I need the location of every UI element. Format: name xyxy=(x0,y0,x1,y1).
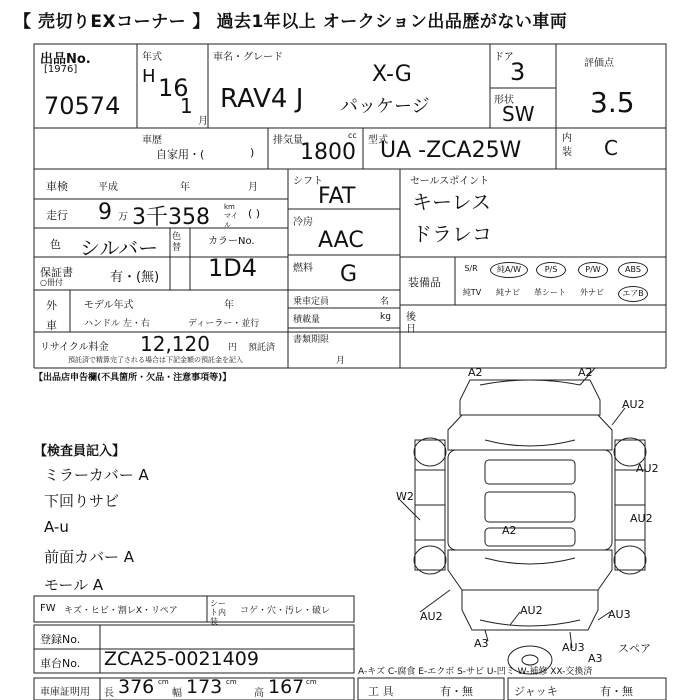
capacity-unit: 名 xyxy=(380,297,390,307)
disp-label: 排気量 xyxy=(273,135,303,146)
score-value: 3.5 xyxy=(590,86,635,119)
fw-text: キズ・ヒビ・割レX・リペア xyxy=(64,606,178,616)
year-label: 年式 xyxy=(142,52,162,63)
recycle-value: 12,120 xyxy=(140,332,210,356)
damage-mark: AU2 xyxy=(420,610,443,623)
period-month: 月 xyxy=(336,356,346,366)
page-header: 【 売切りEXコーナー 】 過去1年以上 オークション出品歴がない車両 xyxy=(0,0,700,30)
cert-hgt-label: 高 xyxy=(254,688,264,699)
equip-tv: 純TV xyxy=(462,288,482,297)
damage-mark: AU2 xyxy=(520,604,543,617)
foreign-year: 年 xyxy=(224,300,234,311)
grade-line1: X-G xyxy=(372,62,412,87)
inspection-era: 平成 xyxy=(98,182,118,193)
lot-sub: [1976] xyxy=(44,64,78,75)
mileage-man-unit: 万 xyxy=(118,212,128,223)
jack-value: 有・無 xyxy=(600,685,633,698)
damage-mark: A3 xyxy=(588,652,603,665)
year-era: H xyxy=(142,66,156,87)
inspection-label: 車検 xyxy=(46,180,68,193)
tools-value: 有・無 xyxy=(440,685,473,698)
shape-label: 形状 xyxy=(494,95,514,106)
type-value: UA -ZCA25W xyxy=(380,138,522,163)
color-value: シルバー xyxy=(80,236,159,260)
inspector-label: 【検査員記入】 xyxy=(34,444,126,459)
damage-mark: A3 xyxy=(474,637,489,650)
damage-mark: A2 xyxy=(578,366,593,379)
inspector-note-3: A-u xyxy=(44,518,69,536)
model-label: 車名・グレード xyxy=(213,52,283,63)
cert-wid-unit: cm xyxy=(226,678,237,686)
equip-navi: 純ナビ xyxy=(496,288,520,297)
recycle-unit: 円 xyxy=(228,343,238,353)
inspector-note-5: モール A xyxy=(44,576,104,594)
chassis-value: ZCA25-0021409 xyxy=(104,648,259,670)
model-name: RAV4 J xyxy=(220,84,304,114)
damage-mark: W2 xyxy=(396,490,414,503)
disp-value: 1800 xyxy=(300,140,356,165)
seat-label: シート内装 xyxy=(210,599,226,626)
ac-label: 冷房 xyxy=(293,217,313,228)
ac-value: AAC xyxy=(318,228,364,253)
cert-len: 376 xyxy=(118,676,155,698)
recycle-note: 預託済で精算完了される場合は下記金額の預託金を記入 xyxy=(68,356,243,364)
interior-value: C xyxy=(604,136,618,160)
damage-mark: A2 xyxy=(468,366,483,379)
year-num: 16 xyxy=(158,74,189,102)
jack-label: ジャッキ xyxy=(514,685,558,698)
colorno-value: 1D4 xyxy=(208,254,258,282)
fuel-label: 燃料 xyxy=(293,263,313,274)
doors-value: 3 xyxy=(510,58,526,86)
foreign-model-year: モデル年式 xyxy=(84,300,134,311)
chassis-label: 車台No. xyxy=(40,657,81,670)
capacity-label: 乗車定員 xyxy=(293,297,330,307)
lot-number: 70574 xyxy=(44,92,121,120)
shape-value: SW xyxy=(502,102,535,126)
equip-sr: S/R xyxy=(464,264,478,273)
spare-label: スペア xyxy=(618,642,651,655)
grade-line2: パッケージ xyxy=(340,96,430,117)
foreign-dealer: ディーラー・並行 xyxy=(188,319,260,329)
reg-label: 登録No. xyxy=(40,633,81,646)
history-value: 自家用・( xyxy=(156,148,205,161)
rear-label: 後日 xyxy=(406,312,416,335)
type-label: 型式 xyxy=(368,135,388,146)
equip-airbag: エアB xyxy=(618,286,648,302)
fuel-value: G xyxy=(340,262,358,287)
mileage-rest: 3千358 xyxy=(132,205,210,230)
seat-text: コゲ・穴・汚レ・破レ xyxy=(240,606,331,616)
equip-abs: ABS xyxy=(618,262,648,278)
month-mark: 月 xyxy=(198,116,208,127)
recycle-deposit: 預託済 xyxy=(248,343,276,353)
history-label: 車歴 xyxy=(142,135,162,146)
period-label: 書類期限 xyxy=(293,335,330,345)
equip-ext-navi: 外ナビ xyxy=(580,288,604,297)
damage-legend: A-キズ C-腐食 E-エクボ S-サビ U-凹ミ W-補修 XX-交換済 xyxy=(358,667,593,677)
foreign-label: 外車 xyxy=(46,299,57,332)
color-label: 色 xyxy=(50,238,61,251)
score-label: 評価点 xyxy=(584,58,614,69)
cert-wid: 173 xyxy=(186,676,223,698)
sales-line2: ドラレコ xyxy=(412,222,492,246)
disp-unit: cc xyxy=(348,131,357,140)
load-label: 積載量 xyxy=(293,315,321,325)
fw-label: FW xyxy=(40,603,56,614)
seller-declaration-label: 【出品店申告欄(不具箇所・欠品・注意事項等)】 xyxy=(34,373,232,383)
inspector-note-1: ミラーカバー A xyxy=(44,466,149,484)
color-change: 色替 xyxy=(172,232,182,253)
equip-pw: P/W xyxy=(578,262,608,278)
cert-hgt-unit: cm xyxy=(306,678,317,686)
shift-label: シフト xyxy=(293,176,323,187)
sales-label: セールスポイント xyxy=(410,176,490,187)
inspection-year: 年 xyxy=(180,182,190,193)
cert-len-label: 長 xyxy=(104,688,114,699)
equip-ps: P/S xyxy=(536,262,566,278)
colorno-label: カラーNo. xyxy=(208,236,255,247)
load-unit: kg xyxy=(380,312,391,322)
shift-value: FAT xyxy=(318,184,356,209)
inspection-month: 月 xyxy=(248,182,258,193)
equip-aw: 純A/W xyxy=(490,262,528,278)
inspector-note-4: 前面カバー A xyxy=(44,548,135,566)
cert-wid-label: 幅 xyxy=(172,688,182,699)
damage-mark: AU2 xyxy=(622,398,645,411)
mileage-man: 9 xyxy=(98,200,112,225)
equip-label: 装備品 xyxy=(408,276,441,289)
warranty-sub: ○冊付 xyxy=(40,278,63,287)
year-month: 1 xyxy=(180,94,193,118)
damage-mark: AU3 xyxy=(562,641,585,654)
cert-len-unit: cm xyxy=(158,678,169,686)
warranty-label: 保証書 xyxy=(40,266,73,279)
recycle-label: リサイクル料金 xyxy=(40,342,109,353)
damage-mark: AU2 xyxy=(630,512,653,525)
damage-mark: AU2 xyxy=(636,462,659,475)
interior-label: 内装 xyxy=(562,133,572,158)
inspector-note-2: 下回りサビ xyxy=(44,492,120,510)
sales-line1: キーレス xyxy=(412,190,491,214)
mileage-unit: km マイル xyxy=(224,203,238,229)
cert-hgt: 167 xyxy=(268,676,305,698)
foreign-handle: ハンドル 左・右 xyxy=(84,319,150,329)
tools-label: 工 具 xyxy=(368,685,394,698)
equip-leather: 革シート xyxy=(534,288,566,297)
damage-mark: AU3 xyxy=(608,608,631,621)
warranty-value: 有・(無) xyxy=(110,270,160,285)
cert-label: 車庫証明用 xyxy=(40,687,90,698)
history-close: ) xyxy=(250,146,255,159)
doors-label: ドア xyxy=(494,52,514,63)
damage-mark: A2 xyxy=(502,524,517,537)
mileage-label: 走行 xyxy=(46,209,68,222)
lot-label: 出品No. xyxy=(40,52,91,67)
mileage-paren: ( ) xyxy=(248,207,261,220)
